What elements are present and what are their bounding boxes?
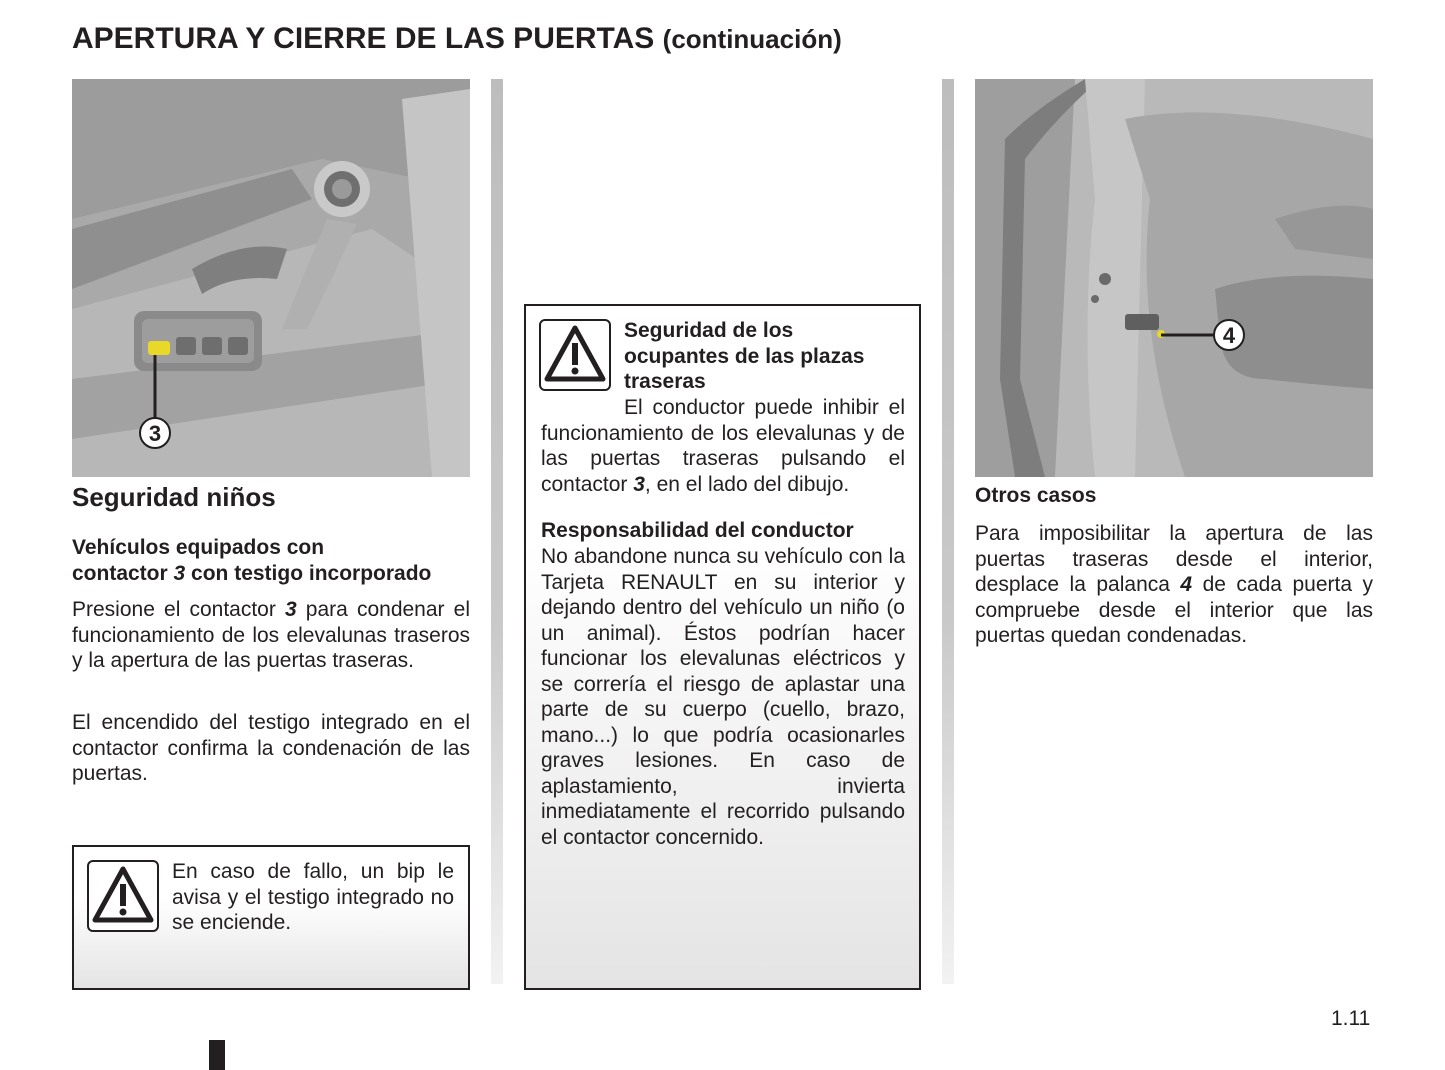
page-title-continuation: (continuación) [662,24,842,54]
middle-para1-post: , en el lado del dibujo. [644,472,850,496]
right-para-num: 4 [1180,573,1193,596]
section-title-child-safety: Seguridad niños [72,482,276,512]
page-title [72,22,842,56]
door-panel-photo [72,79,470,477]
middle-para1-num: 3 [633,472,645,496]
middle-paragraph-responsibility: No abandone nunca su vehículo con la Tarjeta RENAULT en su interior y dejando dentro del vehículo un niño (o un animal). Éstos podrían hacer funcionar los elevalunas eléctricos y se correría el riesgo de aplastar una parte de su cuerpo (cuello, brazo, mano...) lo que podría ocasionarles graves lesiones. En caso de aplastamiento, invierta inmediatamente el recorrido pulsando el contactor concernido. [541,545,905,849]
page-title-main: APERTURA Y CIERRE DE LAS PUERTAS [72,22,655,55]
left-para1-num: 3 [284,598,297,621]
subsection-line2-pre: contactor [72,562,174,585]
left-paragraph-2: El encendido del testigo integrado en el contactor confirma la condenación de las puertas. [72,711,470,785]
right-para-post: de cada puerta y compruebe desde el interior que las puertas quedan condenadas. [975,573,1373,647]
left-para1-post: para condenar el funcionamiento de los elevalunas traseros y la apertura de las puertas traseras. [72,598,470,672]
rear-door-photo [975,79,1373,477]
middle-para1-pre: El conductor puede inhibir el funcionamiento de los elevalunas y de las puertas traseras pulsando el contactor [541,396,905,496]
warning-title-rear-occupants: Seguridad de los ocupantes de las plazas traseras [624,319,865,393]
right-paragraph-other-cases [975,521,1373,649]
column-gutter-right [942,79,954,984]
subsection-title-equipped-vehicles [72,535,472,587]
warning-box-rear-occupants [524,304,921,990]
warning-triangle-icon [539,319,611,391]
section-title-other-cases: Otros casos [975,484,1097,507]
column-gutter-left [491,79,503,984]
section-marker [209,1040,225,1070]
left-para1-pre: Presione el contactor [72,598,285,621]
warning-box-failure [72,845,470,990]
subsection-title-line1: Vehículos equipados con [72,536,325,559]
page-number: 1.11 [1331,1007,1371,1030]
right-para-pre: Para imposibilitar la apertura de las puertas traseras desde el interior, desplace la palanca [975,522,1373,596]
warning-triangle-icon [87,860,159,932]
left-paragraph-1 [72,597,470,674]
subsection-line2-post: con testigo incorporado [185,562,432,585]
callout-4-label: 4 [1222,323,1236,348]
callout-3-label: 3 [148,421,162,446]
subsection-title-line2 [72,561,472,587]
subsection-line2-num: 3 [173,562,186,585]
middle-subtitle-responsibility: Responsabilidad del conductor [541,519,854,542]
middle-paragraph-inhibit [541,395,905,497]
warning-text-failure: En caso de fallo, un bip le avisa y el testigo integrado no se enciende. [172,860,454,934]
